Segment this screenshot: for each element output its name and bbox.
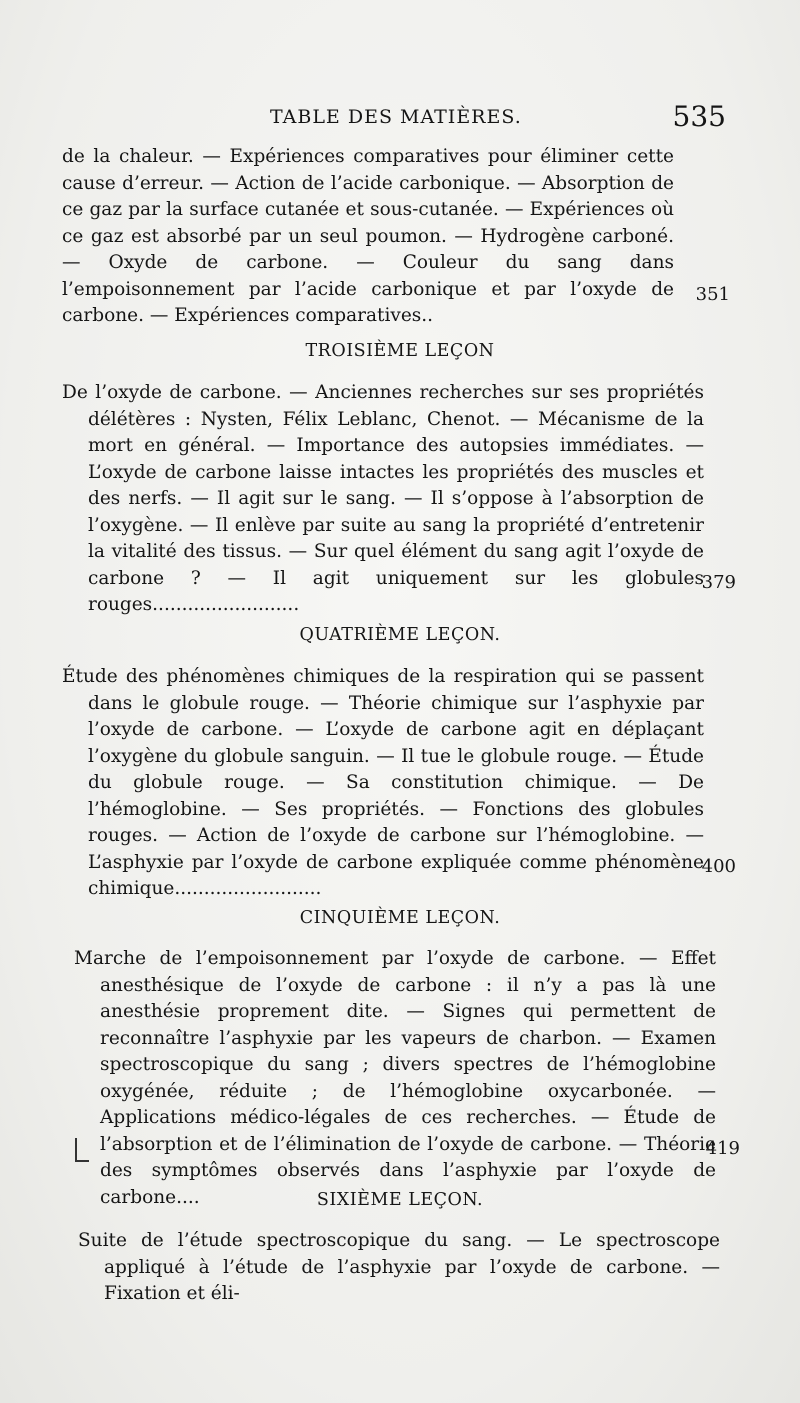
lecon-title: CINQUIÈME LEÇON. <box>299 908 501 928</box>
toc-entry <box>62 664 704 903</box>
toc-entry-continuation <box>62 144 674 330</box>
lecon-title: SIXIÈME LEÇON. <box>316 1190 484 1210</box>
page-number: 535 <box>672 100 726 133</box>
lecon-title: TROISIÈME LEÇON <box>305 341 495 361</box>
entry-page-number: 400 <box>701 856 736 877</box>
toc-entry <box>78 1228 720 1308</box>
page-header <box>60 100 740 140</box>
running-title: TABLE DES MATIÈRES. <box>270 106 522 128</box>
entry-page-number: 351 <box>695 284 730 305</box>
entry-page-number: 419 <box>705 1138 740 1159</box>
toc-entry <box>74 946 716 1211</box>
entry-text: Étude des phénomènes chimiques de la respiration qui se passent dans le globule rouge. — Théorie chimique sur l’asphyxie par l’oxyde de carbone. — L’oxyde de carbone agit en déplaçant l’oxygène du globule sanguin. — Il tue le globule rouge. — Étude du globule rouge. — Sa constitution chimique. — De l’hémoglobine. — Ses propriétés. — Fonctions des globules rouges. — Action de l’oxyde de carbone sur l’hémoglobine. — L’asphyxie par l’oxyde de carbone expliquée comme phénomène chimique......................... <box>62 666 704 899</box>
toc-entry <box>62 380 704 619</box>
entry-text: Marche de l’empoisonnement par l’oxyde de carbone. — Effet anesthésique de l’oxyde de carbone : il n’y a pas là une anesthésie proprement dite. — Signes qui permettent de reconnaître l’asphyxie par les vapeurs de charbon. — Examen spectroscopique du sang ; divers spectres de l’hémoglobine oxygénée, réduite ; de l’hémoglobine oxycarbonée. — Applications médico-légales de ces recherches. — Étude de l’absorption et de l’élimination de l’oxyde de carbone. — Théorie des symptômes observés dans l’asphyxie par l’oxyde de carbone.... <box>74 948 716 1208</box>
margin-bracket-mark <box>75 1138 89 1162</box>
entry-text: De l’oxyde de carbone. — Anciennes recherches sur ses propriétés délétères : Nysten, Félix Leblanc, Chenot. — Mécanisme de la mort en général. — Importance des autopsies immédiates. — L’oxyde de carbone laisse intactes les propriétés des muscles et des nerfs. — Il agit sur le sang. — Il s’oppose à l’absorption de l’oxygène. — Il enlève par suite au sang la propriété d’entretenir la vitalité des tissus. — Sur quel élément du sang agit l’oxyde de carbone ? — Il agit uniquement sur les globules rouges......................... <box>62 382 704 615</box>
entry-text: de la chaleur. — Expériences comparatives pour éliminer cette cause d’erreur. — Action de l’acide carbonique. — Absorption de ce gaz par la surface cutanée et sous-cutanée. — Expériences où ce gaz est absorbé par un seul poumon. — Hydrogène carboné. — Oxyde de carbone. — Couleur du sang dans l’empoisonnement par l’acide carbonique et par l’oxyde de carbone. — Expériences comparatives.. <box>62 146 674 326</box>
entry-page-number: 379 <box>701 572 736 593</box>
lecon-title: QUATRIÈME LEÇON. <box>299 625 501 645</box>
entry-text: Suite de l’étude spectroscopique du sang. — Le spectroscope appliqué à l’étude de l’asphyxie par l’oxyde de carbone. — Fixation et éli- <box>78 1230 720 1304</box>
